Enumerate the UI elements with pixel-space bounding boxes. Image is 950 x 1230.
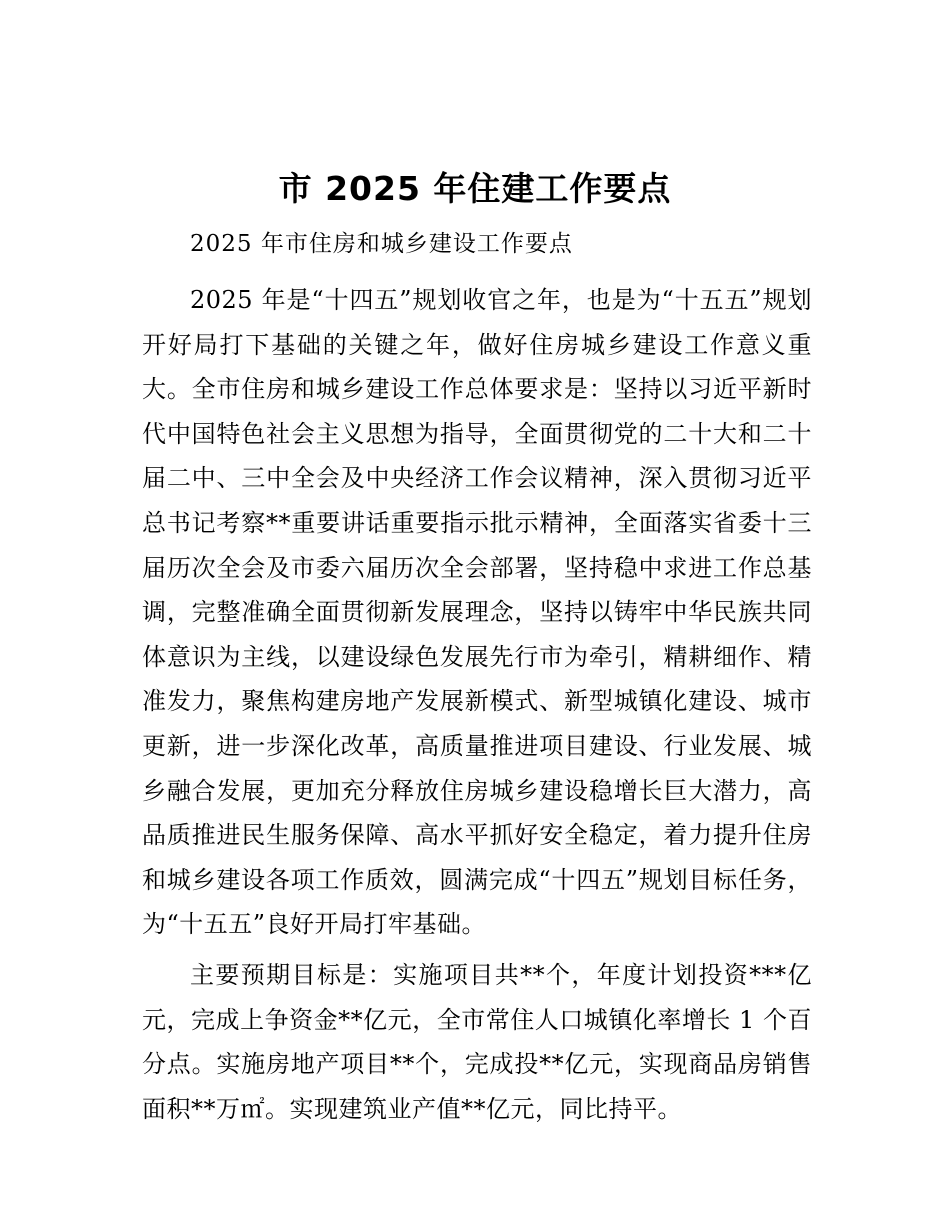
- document-subtitle: 2025 年市住房和城乡建设工作要点: [190, 231, 573, 257]
- body-paragraph-general-requirements: 2025 年是“十四五”规划收官之年，也是为“十五五”规划开好局打下基础的关键之年，做好住房城乡建设工作意义重大。全市住房和城乡建设工作总体要求是：坚持以习近平新时代中国特色社会主义思想为指导，全面贯彻党的二十大和二十届二中、三中全会及中央经济工作会议精神，深入贯彻习近平总书记考察**重要讲话重要指示批示精神，全面落实省委十三届历次全会及市委六届历次全会部署，坚持稳中求进工作总基调，完整准确全面贯彻新发展理念，坚持以铸牢中华民族共同体意识为主线，以建设绿色发展先行市为牵引，精耕细作、精准发力，聚焦构建房地产发展新模式、新型城镇化建设、城市更新，进一步深化改革，高质量推进项目建设、行业发展、城乡融合发展，更加充分释放住房城乡建设稳增长巨大潜力，高品质推进民生服务保障、高水平抓好安全稳定，着力提升住房和城乡建设各项工作质效，圆满完成“十四五”规划目标任务，为“十五五”良好开局打牢基础。: [142, 286, 812, 939]
- page-title: 市 2025 年住建工作要点: [278, 169, 672, 208]
- body-paragraph-expected-targets: 主要预期目标是：实施项目共**个，年度计划投资***亿元，完成上争资金**亿元，全市常住人口城镇化率增长 1 个百分点。实施房地产项目**个，完成投**亿元，实现商品房销售面积**万㎡。实现建筑业产值**亿元，同比持平。: [142, 961, 812, 1123]
